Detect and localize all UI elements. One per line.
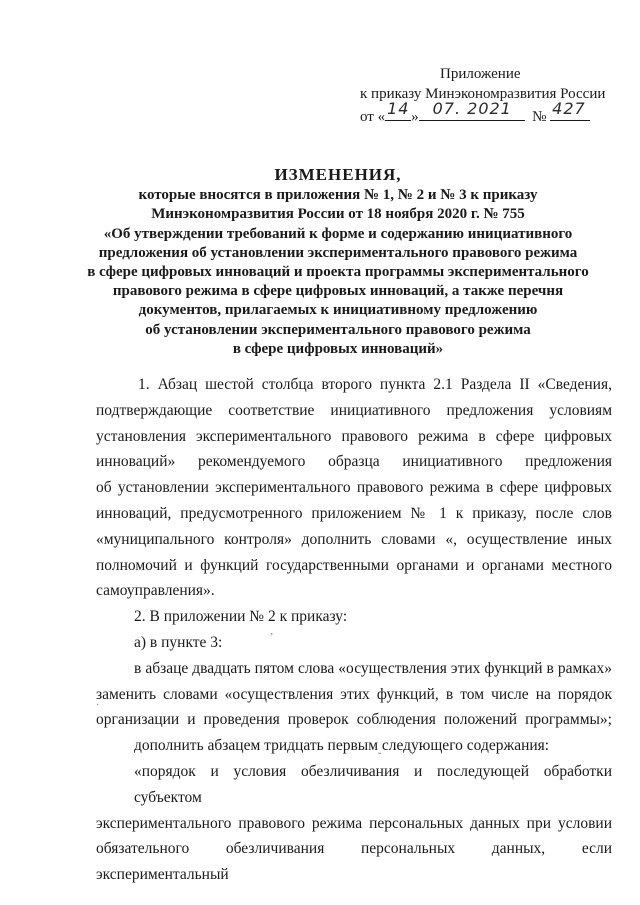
handwritten-number: 427 xyxy=(552,99,586,118)
day-field xyxy=(385,99,411,121)
title-line: которые вносятся в приложения № 1, № 2 и № 3 к приказу xyxy=(138,187,538,204)
title-line: об установлении экспериментального правового режима xyxy=(145,321,531,338)
handwritten-date: 07. 2021 xyxy=(432,99,512,118)
document-title xyxy=(60,165,616,359)
paragraph-1-line: подтверждающие соответствие инициативного предложения условиям xyxy=(96,401,612,419)
date-quote-close: » xyxy=(411,109,419,125)
paragraph-3: а) в пункте 3: xyxy=(134,633,223,651)
title-heading: ИЗМЕНЕНИЯ, xyxy=(274,165,402,184)
paragraph-1-line: «муниципального контроля» дополнить словами «, осуществление иных xyxy=(96,530,612,548)
number-field xyxy=(550,99,590,121)
title-line: предложения об установлении экспериментального правового режима xyxy=(98,244,578,261)
number-sign: № xyxy=(532,109,547,125)
title-line: в сфере цифровых инноваций» xyxy=(232,340,444,357)
paragraph-1-line: установления экспериментального правового режима в сфере цифровых xyxy=(96,427,612,445)
appendix-header xyxy=(360,64,620,127)
title-line: Минэкономразвития России от 18 ноября 2020 г. № 755 xyxy=(151,206,525,223)
paragraph-1-line: инноваций» рекомендуемого образца инициативного предложения xyxy=(96,453,612,471)
paragraph-2: 2. В приложении № 2 к приказу: xyxy=(134,608,348,626)
paragraph-1-line: об установлении экспериментального правового режима в сфере цифровых xyxy=(96,479,612,497)
date-field xyxy=(419,99,525,121)
document-body xyxy=(96,372,612,888)
paragraph-1-line: 1. Абзац шестой столбца второго пункта 2.1 Раздела II «Сведения, xyxy=(138,376,612,393)
paragraph-4-line: в абзаце двадцать пятом слова «осуществления этих функций в рамках» xyxy=(134,659,612,677)
title-line: «Об утверждении требований к форме и содержанию инициативного xyxy=(103,225,573,242)
title-line: в сфере цифровых инноваций и проекта программы экспериментального xyxy=(87,264,589,281)
paragraph-4-line: заменить словами «осуществления этих функций, в том числе на порядок xyxy=(96,685,612,703)
scan-speck: · xyxy=(96,700,100,711)
appendix-order-reference: к приказу Минэкономразвития России xyxy=(360,86,606,102)
title-line: документов, прилагаемых к инициативному предложению xyxy=(138,302,538,319)
paragraph-1-line: инноваций, предусмотренного приложением № 1 к приказу, после слов xyxy=(96,504,612,522)
title-line: правового режима в сфере цифровых инноваций, а также перечня xyxy=(112,283,564,300)
paragraph-6-line: «порядок и условия обезличивания и последующей обработки субъектом xyxy=(134,762,612,806)
appendix-title: Приложение xyxy=(440,66,521,82)
paragraph-6-line: экспериментального правового режима персональных данных при условии xyxy=(96,814,612,832)
paragraph-6-line: обязательного обезличивания персональных данных, если экспериментальный xyxy=(96,840,612,884)
paragraph-5: дополнить абзацем тридцать первым следующего содержания: xyxy=(134,737,550,755)
paragraph-4-line: организации и проведения проверок соблюдения положений программы»; xyxy=(96,711,612,729)
scan-speck: ˇ xyxy=(378,752,382,763)
date-prefix: от « xyxy=(360,109,386,125)
paragraph-1-line: полномочий и функций государственными органами и органами местного xyxy=(96,556,612,574)
handwritten-day: 14 xyxy=(387,99,410,118)
paragraph-1-line: самоуправления». xyxy=(96,582,215,600)
scan-speck: ʼ xyxy=(270,632,274,643)
appendix-date-line xyxy=(360,99,620,127)
